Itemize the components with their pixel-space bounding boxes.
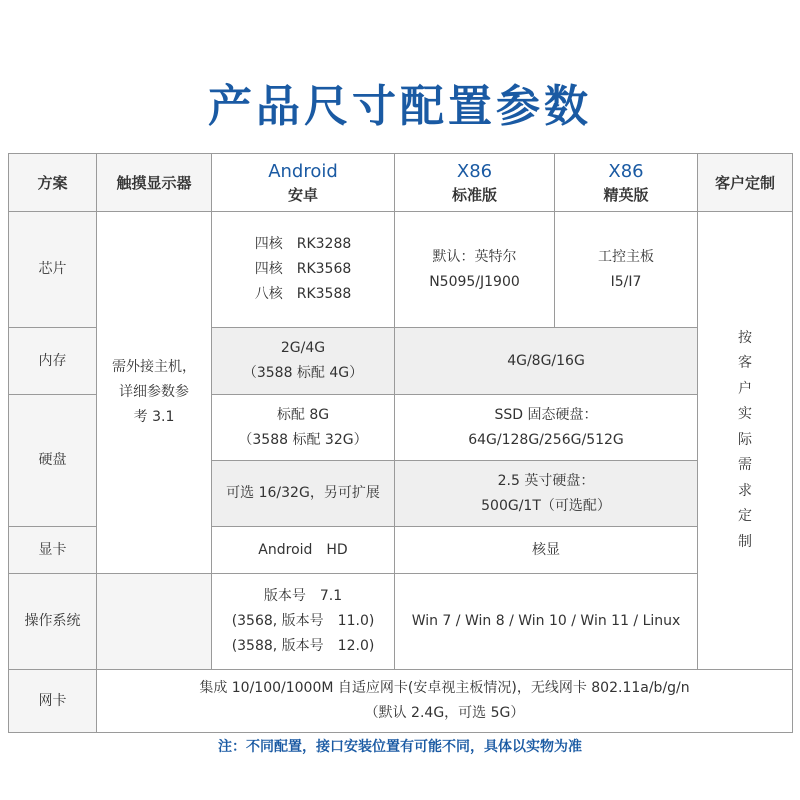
os-android-line: 版本号 7.1 xyxy=(263,588,343,604)
chip-x86-standard xyxy=(395,212,555,328)
touch-display-note-line: 详细参数参 xyxy=(119,384,189,400)
memory-x86: 4G/8G/16G xyxy=(395,328,698,395)
storage-x86-hdd-line: 500G/1T（可选配） xyxy=(481,497,611,514)
storage-android-default-line: （3588 标配 32G） xyxy=(238,431,368,448)
chip-x86-elite-line: 工控主板 xyxy=(598,248,654,265)
header-touch-display: 触摸显示器 xyxy=(97,154,212,212)
header-x86-elite xyxy=(555,154,698,212)
header-custom: 客户定制 xyxy=(698,154,793,212)
row-label-chip: 芯片 xyxy=(9,212,97,328)
touch-display-note-line: 需外接主机， xyxy=(112,359,196,375)
row-os xyxy=(9,574,793,670)
network-value xyxy=(97,670,793,733)
gpu-x86: 核显 xyxy=(395,527,698,574)
memory-android xyxy=(212,328,395,395)
row-label-memory: 内存 xyxy=(9,328,97,395)
chip-android-line: 八核 RK3588 xyxy=(254,286,352,302)
row-chip xyxy=(9,212,793,328)
header-scheme: 方案 xyxy=(9,154,97,212)
row-label-gpu: 显卡 xyxy=(9,527,97,574)
storage-x86-ssd-line: SSD 固态硬盘： xyxy=(494,406,598,423)
row-label-storage: 硬盘 xyxy=(9,395,97,527)
custom-note xyxy=(698,212,793,670)
spec-table xyxy=(8,153,793,733)
header-android-sub: 安卓 xyxy=(287,185,318,204)
footnote: 注：不同配置，接口安装位置有可能不同，具体以实物为准 xyxy=(218,739,582,755)
os-touch-display-empty xyxy=(97,574,212,670)
header-x86-standard-title: X86 xyxy=(456,160,493,182)
row-label-os: 操作系统 xyxy=(9,574,97,670)
storage-x86-hdd-line: 2.5 英寸硬盘： xyxy=(497,472,595,489)
network-value-line: 集成 10/100/1000M 自适应网卡(安卓视主板情况)，无线网卡 802.11a/b/g/n xyxy=(199,680,690,696)
memory-android-line: 2G/4G xyxy=(280,340,326,356)
gpu-android: Android HD xyxy=(212,527,395,574)
memory-android-line: （3588 标配 4G） xyxy=(242,365,364,381)
chip-x86-elite-line: I5/I7 xyxy=(610,273,642,290)
row-label-network: 网卡 xyxy=(9,670,97,733)
chip-x86-standard-line: 默认：英特尔 xyxy=(432,248,517,265)
touch-display-note xyxy=(97,212,212,574)
os-x86: Win 7 / Win 8 / Win 10 / Win 11 / Linux xyxy=(395,574,698,670)
chip-android-line: 四核 RK3568 xyxy=(254,261,352,277)
header-row xyxy=(9,154,793,212)
header-x86-elite-title: X86 xyxy=(608,160,644,182)
os-android-line: (3568, 版本号 11.0) xyxy=(231,613,375,629)
custom-note-text: 按客户实际需求定制 xyxy=(738,329,752,550)
storage-android-default-line: 标配 8G xyxy=(276,406,330,423)
page-title: 产品尺寸配置参数 xyxy=(208,81,592,132)
storage-android-default xyxy=(212,395,395,461)
chip-android-line: 四核 RK3288 xyxy=(254,236,352,252)
header-x86-elite-sub: 精英版 xyxy=(603,185,649,204)
chip-x86-elite xyxy=(555,212,698,328)
chip-x86-standard-line: N5095/J1900 xyxy=(429,273,520,290)
chip-android xyxy=(212,212,395,328)
os-android xyxy=(212,574,395,670)
header-android-title: Android xyxy=(268,160,338,182)
storage-x86-ssd xyxy=(395,395,698,461)
network-value-line: （默认 2.4G，可选 5G） xyxy=(364,705,525,721)
header-android xyxy=(212,154,395,212)
touch-display-note-line: 考 3.1 xyxy=(133,409,175,425)
storage-x86-hdd xyxy=(395,461,698,527)
row-network xyxy=(9,670,793,733)
header-x86-standard xyxy=(395,154,555,212)
os-android-line: (3588, 版本号 12.0) xyxy=(231,638,375,654)
header-x86-standard-sub: 标准版 xyxy=(451,185,497,204)
storage-x86-ssd-line: 64G/128G/256G/512G xyxy=(468,431,624,448)
storage-android-optional: 可选 16/32G，另可扩展 xyxy=(212,461,395,527)
